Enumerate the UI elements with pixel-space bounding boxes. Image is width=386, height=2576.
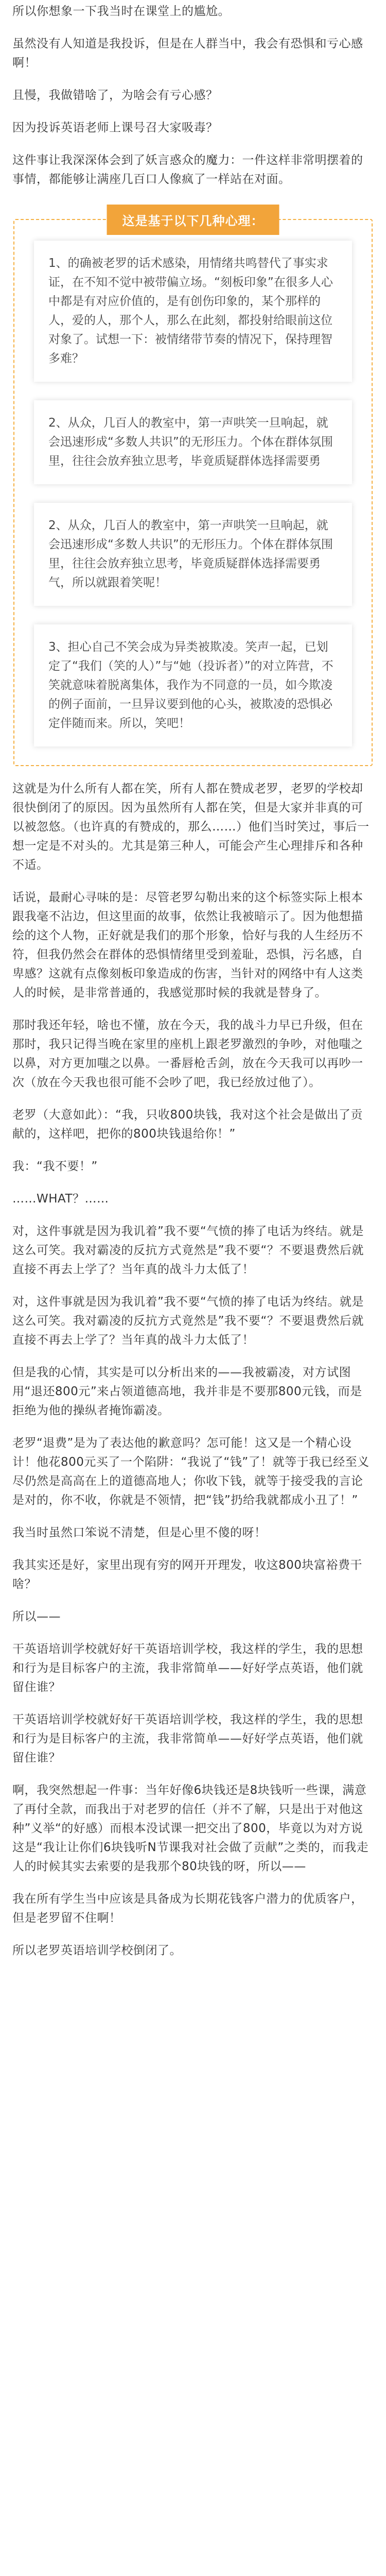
psychology-box [13,214,373,766]
body-paragraph: 所以老罗英语培训学校倒闭了。 [12,1944,182,1957]
body-paragraph: 对，这件事就是因为我讥着”我不要“气愤的捧了电话为终结。就是这么可笑。我对霸凌的反抗方式竟然是”我不要“？不要退费然后就直接不再去上学了？当年真的战斗力太低了！ [12,1225,364,1276]
body-paragraph: 我在所有学生当中应该是具备成为长期花钱客户潜力的优质客户，但是老罗留不住啊！ [12,1892,363,1925]
intro-paragraph: 且慢，我做错啥了，为啥会有亏心感？ [12,89,218,102]
reason-card: 2、从众，几百人的教室中，第一声哄笑一旦响起，就会迅速形成“多数人共识”的无形压力。个体在群体氛围里，往往会放弃独立思考，毕竟质疑群体选择需要勇 [34,400,352,484]
reason-card: 2、从众，几百人的教室中，第一声哄笑一旦响起，就会迅速形成“多数人共识”的无形压力。个体在群体氛围里，往往会放弃独立思考，毕竟质疑群体选择需要勇气，所以就跟着笑呢！ [34,503,352,606]
body-paragraph: 那时我还年轻，啥也不懂，放在今天，我的战斗力早已升级，但在那时，我只记得当晚在家里的座机上跟老罗激烈的争吵，对他嗤之以鼻，对方更加嗤之以鼻。一番唇枪舌剑，放在今天我可以再吵一次（放在今天我也很可能不会吵了吧，我已经放过他了）。 [12,1019,363,1089]
box-title: 这是基于以下几种心理： [107,205,279,235]
body-paragraph: ……WHAT？…… [12,1192,109,1206]
intro-paragraph: 因为投诉英语老师上课号召大家吸毒？ [12,121,218,134]
body-paragraph: 对，这件事就是因为我讥着”我不要“气愤的捧了电话为终结。就是这么可笑。我对霸凌的反抗方式竟然是”我不要“？不要退费然后就直接不再去上学了？当年真的战斗力太低了！ [12,1295,364,1347]
body-paragraph: 老罗“退费”是为了表达他的歉意吗？怎可能！这又是一个精心设计！他花800元买了一个陷阱：“我说了“钱”了！就等于我已经至义尽仍然是高高在上的道德高地人；你收下钱，就等于接受我的言论是对的，你不收，你就是不领情，把“钱”扔给我就都成小丑了！” [12,1436,370,1507]
intro-paragraph: 所以你想象一下我当时在课堂上的尴尬。 [12,5,230,18]
body-paragraph: 干英语培训学校就好好干英语培训学校，我这样的学生，我的思想和行为是目标客户的主流，我非常简单——好好学点英语，他们就留住谁？ [12,1713,363,1765]
body-paragraph: 我当时虽然口笨说不清楚，但是心里不傻的呀！ [12,1526,267,1539]
body-paragraph: 啊，我突然想起一件事：当年好像6块钱还是8块钱听一些课，满意了再付全款，而我出于对老罗的信任（并不了解，只是出于对他这种”义举“的好感）而根本没试课一把交出了800，毕竟以为对方说这是“我让让你们6块钱听N节课我对社会做了贡献”之类的，而我走人的时候其实去索要的是我那个80块钱的呀，所以—— [12,1784,369,1873]
body-paragraph: 干英语培训学校就好好干英语培训学校，我这样的学生，我的思想和行为是目标客户的主流，我非常简单——好好学点英语，他们就留住谁？ [12,1642,363,1694]
body-paragraph: 我：“我不要！” [12,1160,98,1173]
body-paragraph: 话说，最耐心寻味的是：尽管老罗勾勒出来的这个标签实际上根本跟我毫不沾边，但这里面的故事，依然让我被暗示了。因为他想描绘的这个人物，正好就是我们的那个形象，恰好与我的人生经历不符，但我仍然会在群体的恐惧情绪里受到羞耻，恐惧，污名感，自卑感？这就有点像刻板印象造成的伤害，当针对的网络中有人这类人的时候，是非常普通的，我感觉那时候的我就是替身了。 [12,891,363,999]
body-paragraph: 这就是为什么所有人都在笑，所有人都在赞成老罗，老罗的学校却很快倒闭了的原因。因为虽然所有人都在笑，但是大家并非真的可以被忽悠。（也许真的有赞成的，那么……）他们当时笑过，事后一想一定是不对头的。尤其是第三种人，可能会产生心理排斥和各种不适。 [12,782,370,872]
reason-card: 3、担心自己不笑会成为异类被欺凌。笑声一起，已划定了“我们（笑的人）”与“她（投诉者）”的对立阵营，不笑就意味着脱离集体，我作为不同意的一员，如今欺凌的例子面前，一旦异议要到他的心头，被欺凌的恐惧必定伴随而来。所以，笑吧！ [34,624,352,747]
body-paragraph: 但是我的心情，其实是可以分析出来的——我被霸凌，对方试图用“退还800元”来占领道德高地，我并非是不要那800元钱，而是拒绝为他的操纵者掩饰霸凌。 [12,1366,362,1417]
body-paragraph: 所以—— [12,1610,61,1623]
body-paragraph: 我其实还是好，家里出现有穷的网开开理发，收这800块富裕费干啥？ [12,1558,362,1591]
reason-card: 1、的确被老罗的话术感染，用情绪共鸣替代了事实求证，在不知不觉中被带偏立场。“刻板印象”在很多人心中都是有对应价值的，是有创伤印象的，某个那样的人，爱的人，那个人，那么在此刻，都投射给眼前这位对象了。试想一下：被情绪带节奏的情况下，保持理智多难？ [34,241,352,382]
intro-paragraph: 这件事让我深深体会到了妖言惑众的魔力：一件这样非常明摆着的事情，都能够让满座几百口人像疯了一样站在对面。 [12,154,363,186]
body-paragraph: 老罗（大意如此）：“我，只收800块钱，我对这个社会是做出了贡献的，这样吧，把你的800块钱退给你！” [12,1108,363,1141]
intro-paragraph: 虽然没有人知道是我投诉，但是在人群当中，我会有恐惧和亏心感啊！ [12,37,363,70]
